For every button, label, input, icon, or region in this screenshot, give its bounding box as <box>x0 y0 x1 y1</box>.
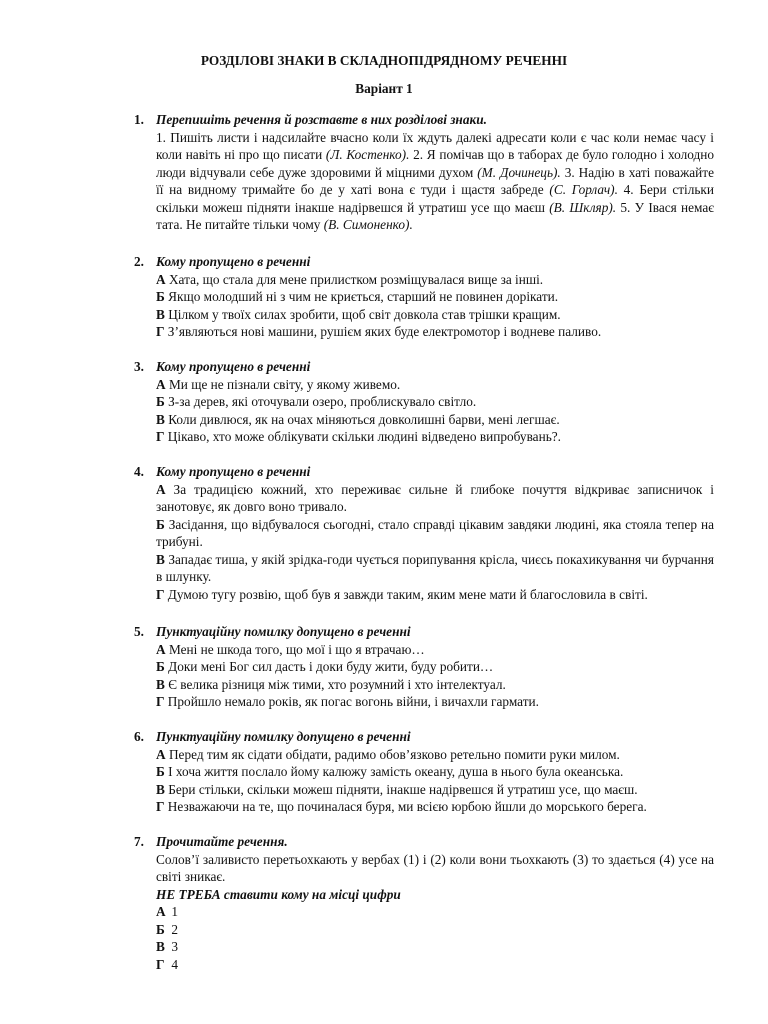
option-a <box>156 376 714 394</box>
author-3: (С. Горлач). <box>549 182 618 197</box>
option-label: Г <box>156 956 165 972</box>
task-question: НЕ ТРЕБА ставити кому на місці цифри <box>156 886 401 902</box>
option-label: Г <box>156 324 165 339</box>
option-label: Г <box>156 694 165 709</box>
sentence-1: 1. Пишіть листи і надсилайте вчасно коли їх ждуть далекі адресати коли є час коли немає часу і коли навіть ні про що писати <box>156 129 714 162</box>
task-2 <box>134 253 714 341</box>
option-text: І хоча життя послало йому калюжу замість океану, душа в нього була океанська. <box>168 764 624 779</box>
option-label: Б <box>156 764 165 779</box>
option-label: В <box>156 939 165 954</box>
option-h <box>156 956 714 974</box>
task-instruction: Пунктуаційну помилку допущено в реченні <box>156 624 411 639</box>
task-number: 4. <box>134 464 144 479</box>
sentence-2: 2. Я помічав що в таборах де було голодно і холодно люди відчували себе дуже здоровими й міцними духом <box>156 147 715 180</box>
option-text: Западає тиша, у якій зрідка-годи чується порипування крісла, чиєсь покахикування чи бурчання в шлунку. <box>156 551 714 584</box>
option-text: З-за дерев, які оточували озеро, проблискувало світло. <box>168 394 477 409</box>
author-2: (М. Дочинець). <box>477 164 561 180</box>
author-5: (В. Симоненко). <box>323 217 413 232</box>
task-instruction: Перепишіть речення й розставте в них розділові знаки. <box>156 112 487 127</box>
option-text: Хата, що стала для мене прилистком розміщувалася вище за інші. <box>168 271 544 287</box>
variant-heading: Варіант 1 <box>355 81 413 96</box>
task-3 <box>134 358 714 446</box>
option-text: Мені не шкода того, що мої і що я втрачаю… <box>168 641 425 657</box>
option-label: Б <box>156 921 165 937</box>
option-v <box>156 781 714 799</box>
option-label: Г <box>156 429 165 444</box>
task-instruction: Пунктуаційну помилку допущено в реченні <box>156 729 411 744</box>
option-text: Пройшло немало років, як погас вогонь війни, і вичахли гармати. <box>167 694 539 709</box>
task-1 <box>134 111 714 234</box>
option-text: З’являються нові машини, рушієм яких буде електромотор і водневе паливо. <box>167 324 602 339</box>
option-label: Б <box>156 394 165 409</box>
task-number: 2. <box>134 254 144 269</box>
option-text: Цікаво, хто може облікувати скільки людині відведено випробувань?. <box>167 429 561 444</box>
option-h <box>156 323 714 341</box>
option-label: А <box>156 641 166 657</box>
option-v <box>156 676 714 694</box>
author-1: (Л. Костенко). <box>325 147 410 162</box>
option-label: В <box>156 676 165 692</box>
option-text: За традицією кожний, хто переживає сильне й глибоке почуття відкриває записничок і занотовує, як довго воно тривало. <box>156 481 714 514</box>
task-instruction: Кому пропущено в реченні <box>156 464 311 479</box>
option-a <box>156 481 714 516</box>
option-v <box>156 306 714 324</box>
option-label: А <box>156 904 166 919</box>
option-label: А <box>156 481 166 497</box>
option-text: Доки мені Бог сил дасть і доки буду жити, буду робити… <box>168 659 494 674</box>
task-sentences <box>156 129 714 234</box>
option-label: Б <box>156 289 165 304</box>
option-h <box>156 428 714 446</box>
option-text: Якщо молодший ні з чим не криється, старший не повинен дорікати. <box>168 289 559 304</box>
option-b <box>156 658 714 676</box>
option-b <box>156 288 714 306</box>
option-h <box>156 798 714 816</box>
option-label: В <box>156 411 165 427</box>
option-label: Б <box>156 659 165 674</box>
option-text: Коли дивлюся, як на очах міняються довколишні барви, мені легшає. <box>168 411 560 427</box>
option-h <box>156 693 714 711</box>
task-7 <box>134 833 714 973</box>
task-instruction: Прочитайте речення. <box>156 834 288 849</box>
option-a <box>156 903 714 921</box>
option-label: Г <box>156 799 165 814</box>
option-text: Засідання, що відбувалося сьогодні, стало справді цікавим завдяки людині, яка стояла тепер на трибуні. <box>156 516 714 549</box>
task-sentence: Солов’ї заливисто перетьохкають у вербах (1) і (2) коли вони тьохкають (3) то здається (4) усе на світі зникає. <box>156 851 714 884</box>
option-text: 3 <box>171 939 178 954</box>
option-h <box>156 586 714 604</box>
option-v <box>156 551 714 586</box>
option-text: Думою тугу розвію, щоб був я завжди таким, яким мене мати й благословила в світі. <box>167 586 648 602</box>
task-5 <box>134 623 714 711</box>
option-b <box>156 763 714 781</box>
task-instruction: Кому пропущено в реченні <box>156 359 311 374</box>
task-number: 6. <box>134 729 144 744</box>
option-text: 1 <box>171 904 178 919</box>
task-4 <box>134 463 714 603</box>
option-label: В <box>156 781 165 797</box>
option-text: Є велика різниця між тими, хто розумний і хто інтелектуал. <box>168 676 506 692</box>
sentence-5: 5. У Івася немає тата. Не питайте тільки чому <box>156 199 714 232</box>
option-text: Бери стільки, скільки можеш підняти, інакше надірвешся й утратиш усе, що маєш. <box>168 781 638 797</box>
option-label: Г <box>156 586 165 602</box>
author-4: (В. Шкляр). <box>549 199 617 215</box>
option-text: Ми ще не пізнали світу, у якому живемо. <box>168 376 401 392</box>
task-instruction: Кому пропущено в реченні <box>156 254 311 269</box>
option-b <box>156 393 714 411</box>
option-label: В <box>156 306 165 322</box>
option-text: Перед тим як сідати обідати, радимо обов’язково ретельно помити руки милом. <box>168 746 620 762</box>
option-a <box>156 641 714 659</box>
sentence-4: 4. Бери стільки скільки можеш підняти інакше надірвешся й утратиш усе що маєш <box>156 182 715 215</box>
option-v <box>156 411 714 429</box>
option-label: Б <box>156 516 165 532</box>
option-text: Незважаючи на те, що починалася буря, ми всією юрбою йшли до морського берега. <box>167 799 647 814</box>
task-number: 3. <box>134 359 144 374</box>
task-6 <box>134 728 714 816</box>
option-text: 4 <box>171 956 178 972</box>
option-label: А <box>156 376 166 392</box>
option-b <box>156 516 714 551</box>
option-label: А <box>156 271 166 287</box>
option-label: В <box>156 551 165 567</box>
document-title: РОЗДІЛОВІ ЗНАКИ В СКЛАДНОПІДРЯДНОМУ РЕЧЕННІ <box>200 53 568 68</box>
option-a <box>156 271 714 289</box>
task-number: 7. <box>134 834 144 849</box>
sentence-3: 3. Надію в хаті поважайте її на видному тримайте бо де у хаті вона є туди і щастя забреде <box>156 164 715 197</box>
option-b <box>156 921 714 939</box>
option-label: А <box>156 746 166 762</box>
option-text: Цілком у твоїх силах зробити, щоб світ довкола став трішки кращим. <box>168 306 561 322</box>
task-number: 1. <box>134 112 144 127</box>
option-a <box>156 746 714 764</box>
option-v <box>156 938 714 956</box>
task-number: 5. <box>134 624 144 639</box>
option-text: 2 <box>171 921 178 937</box>
